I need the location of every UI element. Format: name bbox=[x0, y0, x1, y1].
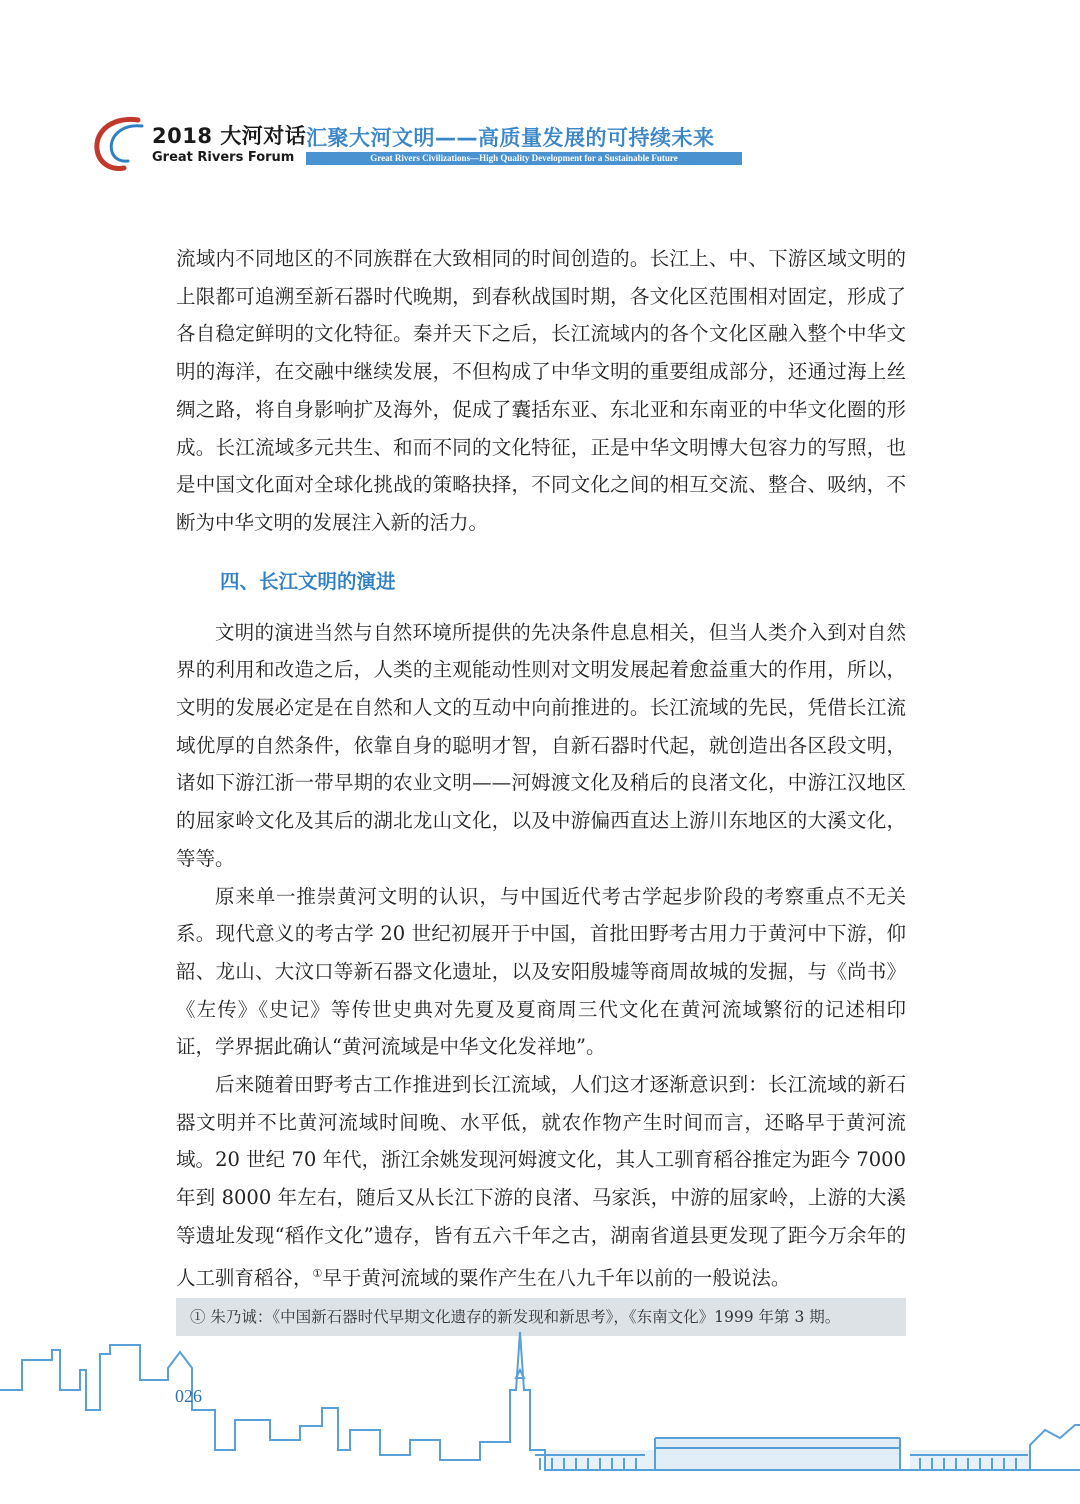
theme-title-cn: 汇聚大河文明——高质量发展的可持续未来 bbox=[306, 126, 715, 150]
footnote-marker[interactable]: ① bbox=[312, 1266, 323, 1280]
article-body bbox=[176, 240, 906, 1297]
page-header bbox=[90, 112, 770, 174]
paragraph-4-text-a: 后来随着田野考古工作推进到长江流域，人们这才逐渐意识到：长江流域的新石器文明并不比黄河流域时间晚、水平低，就农作物产生时间而言，还略早于黄河流域。20 世纪 70 年代，浙江余姚发现河姆渡文化，其人工驯育稻谷推定为距今 7000 年到 8000 年左右，随后又从长江下游的良渚、马家浜，中游的屈家岭，上游的大溪等遗址发现“稻作文化”遗存，皆有五六千年之古，湖南省道县更发现了距今万余年的人工驯育稻谷， bbox=[176, 1073, 906, 1290]
section-heading: 四、长江文明的演进 bbox=[220, 569, 396, 593]
paragraph-4-text-b: 早于黄河流域的粟作产生在八九千年以前的一般说法。 bbox=[322, 1266, 791, 1290]
paragraph-1: 流域内不同地区的不同族群在大致相同的时间创造的。长江上、中、下游区域文明的上限都可追溯至新石器时代晚期，到春秋战国时期，各文化区范围相对固定，形成了各自稳定鲜明的文化特征。秦并天下之后，长江流域内的各个文化区融入整个中华文明的海洋，在交融中继续发展，不但构成了中华文明的重要组成部分，还通过海上丝绸之路，将自身影响扩及海外，促成了囊括东亚、东北亚和东南亚的中华文化圈的形成。长江流域多元共生、和而不同的文化特征，正是中华文明博大包容力的写照，也是中国文化面对全球化挑战的策略抉择，不同文化之间的相互交流、整合、吸纳，不断为中华文明的发展注入新的活力。 bbox=[176, 247, 906, 534]
paragraph-3: 原来单一推崇黄河文明的认识，与中国近代考古学起步阶段的考察重点不无关系。现代意义的考古学 20 世纪初展开于中国，首批田野考古用力于黄河中下游，仰韶、龙山、大汶口等新石器文化遗址，以及安阳殷墟等商周故城的发掘，与《尚书》《左传》《史记》等传世史典对先夏及夏商周三代文化在黄河流域繁衍的记述相印证，学界据此确认“黄河流域是中华文化发祥地”。 bbox=[176, 884, 906, 1059]
page-number: 026 bbox=[175, 1386, 202, 1406]
forum-year-title: 2018 大河对话 bbox=[152, 124, 307, 148]
footnote-text: ① 朱乃诚：《中国新石器时代早期文化遗存的新发现和新思考》，《东南文化》1999 年第 3 期。 bbox=[190, 1308, 841, 1326]
paragraph-4 bbox=[176, 1066, 906, 1297]
theme-title-en: Great Rivers Civilizations—High Quality Development for a Sustainable Future bbox=[306, 152, 742, 165]
forum-english-name: Great Rivers Forum bbox=[152, 150, 295, 165]
paragraph-2: 文明的演进当然与自然环境所提供的先决条件息息相关，但当人类介入到对自然界的利用和改造之后，人类的主观能动性则对文明发展起着愈益重大的作用，所以，文明的发展必定是在自然和人文的互动中向前推进的。长江流域的先民，凭借长江流域优厚的自然条件，依靠自身的聪明才智，自新石器时代起，就创造出各区段文明，诸如下游江浙一带早期的农业文明——河姆渡文化及稍后的良渚文化，中游江汉地区的屈家岭文化及其后的湖北龙山文化，以及中游偏西直达上游川东地区的大溪文化，等等。 bbox=[176, 620, 906, 870]
forum-logo-icon bbox=[90, 112, 150, 174]
city-skyline-illustration bbox=[0, 1330, 1080, 1504]
